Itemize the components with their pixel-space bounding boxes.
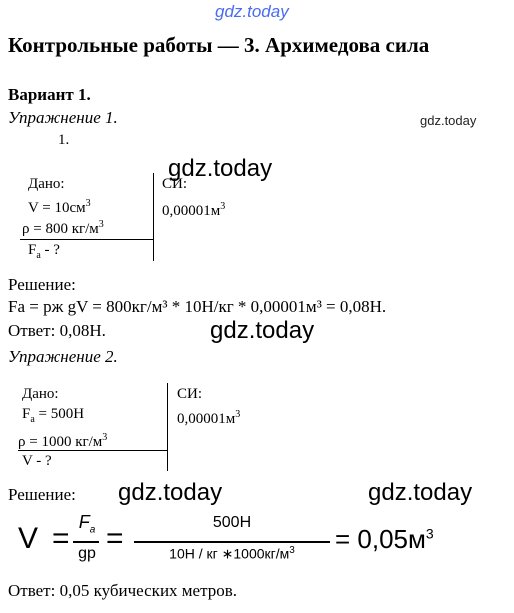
exercise1-heading: Упражнение 1. — [8, 108, 118, 127]
variant-heading: Вариант 1. — [8, 85, 91, 104]
watermark-ex1-given: gdz.today — [168, 155, 273, 182]
frac2-bar — [134, 541, 330, 543]
ex1-si-value: $0,00001м^3$ — [162, 201, 226, 219]
ex1-find: $F_a$ - ? — [28, 242, 60, 261]
frac2-numerator: 500Н — [212, 514, 252, 531]
watermark-ex1-right: gdz.today — [420, 113, 477, 128]
ex2-answer: Ответ: 0,05 кубических метров. — [8, 581, 238, 600]
page-title: Контрольные работы — 3. Архимедова сила — [8, 33, 430, 57]
watermark-ex2-right: gdz.today — [368, 479, 473, 506]
exercise2-heading: Упражнение 2. — [8, 347, 118, 366]
exercise1-number: 1. — [58, 132, 70, 148]
ex2-given-label: Дано: — [22, 386, 59, 402]
ex2-si-divider — [167, 383, 168, 471]
ex2-solution-label: Решение: — [8, 485, 76, 504]
ex1-given-volume: $V = 10см^3$ — [28, 198, 91, 216]
ex1-given-divider — [20, 239, 153, 240]
ex1-solution-label: Решение: — [8, 275, 76, 294]
ex2-given-density: ρ = 1000 $кг/м^3$ — [18, 432, 108, 450]
ex1-si-label: СИ: — [162, 176, 188, 192]
ex2-given-force: $F_a = 500Н$ — [22, 406, 85, 425]
ex1-given-label: Дано: — [28, 176, 65, 192]
ex1-answer: Ответ: 0,08Н. — [8, 321, 106, 340]
ex1-solution-line: Fa = pж gV = 800кг/м³ * 10Н/кг * 0,00001м³ = 0,08Н. — [8, 297, 387, 316]
formula-eq2: = — [106, 522, 124, 555]
frac2-denominator: 10Н / кг $∗1000кг/м^3$ — [169, 545, 295, 562]
ex1-given-density: ρ = 800 $кг/м^3$ — [22, 219, 104, 237]
formula-eq1: = — [52, 522, 70, 555]
formula-result: = $0,05м^3$ — [335, 524, 434, 554]
frac1-denominator: gp — [78, 545, 96, 562]
ex1-si-divider — [153, 173, 154, 261]
watermark-ex2-left: gdz.today — [118, 479, 223, 506]
frac1-bar — [73, 541, 99, 543]
ex2-si-value: $0,00001м^3$ — [177, 409, 241, 427]
frac1-numerator: $F_a$ — [78, 512, 96, 536]
ex2-find: V - ? — [22, 453, 52, 469]
ex2-si-label: СИ: — [177, 386, 203, 402]
watermark-ex1-answer: gdz.today — [210, 317, 315, 344]
formula-lhs: V — [18, 522, 39, 555]
ex2-given-divider — [18, 450, 167, 451]
watermark-top: gdz.today — [215, 2, 289, 21]
